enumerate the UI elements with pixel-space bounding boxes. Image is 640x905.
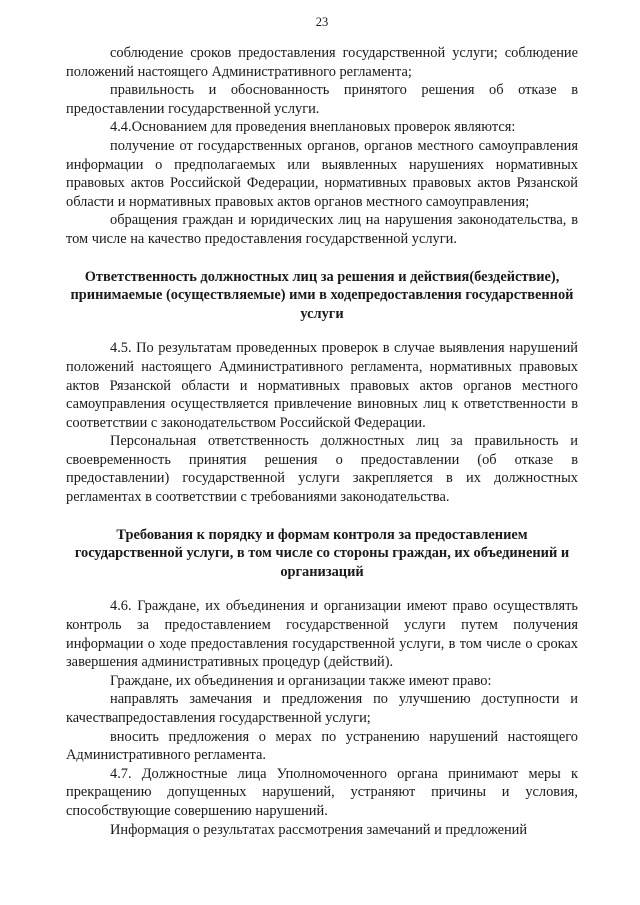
- paragraph: обращения граждан и юридических лиц на нарушения законодательства, в том числе на качество предоставления государственной услуги.: [66, 212, 578, 247]
- paragraph: Информация о результатах рассмотрения замечаний и предложений: [110, 821, 528, 838]
- paragraph: вносить предложения о мерах по устранению нарушений настоящего Административного регламента.: [66, 728, 578, 764]
- paragraph: 4.4.Основанием для проведения внеплановых проверок являются:: [110, 119, 516, 136]
- section-heading: Ответственность должностных лиц за решения и действия(бездействие), принимаемые (осуществляемые) ими в ходепредоставления государственной услуги: [70, 268, 574, 322]
- paragraph: направлять замечания и предложения по улучшению доступности и качествапредоставления государственной услуги;: [66, 691, 578, 726]
- page-number: 23: [315, 15, 329, 29]
- paragraph: Персональная ответственность должностных лиц за правильность и своевременность принятия решения о предоставлении (об отказе в предоставлении) государственной услуги закрепляется в их должностных регламентах в соответствии с требованиями законодательства.: [66, 433, 578, 506]
- paragraph: 4.7. Должностные лица Уполномоченного органа принимают меры к прекращению допущенных нарушений, устраняют причины и условия, способствующие совершению нарушений.: [66, 765, 578, 819]
- paragraph: соблюдение сроков предоставления государственной услуги; соблюдение положений настоящего Административного регламента;: [66, 45, 578, 80]
- paragraph: правильность и обоснованность принятого решения об отказе в предоставлении государственной услуги.: [66, 82, 578, 117]
- paragraph: 4.5. По результатам проведенных проверок в случае выявления нарушений положений настоящего Административного регламента, нормативных правовых актов Рязанской области и нормативных правовых актов органов местного самоуправления осуществляется привлечение виновных лиц к ответственности в соответствии с законодательством Российской Федерации.: [66, 340, 578, 431]
- paragraph: 4.6. Граждане, их объединения и организации имеют право осуществлять контроль за предоставлением государственной услуги путем получения информации о ходе предоставления государственной услуги, в том числе о сроках завершения административных процедур (действий).: [66, 598, 578, 671]
- paragraph: получение от государственных органов, органов местного самоуправления информации о предполагаемых или выявленных нарушениях нормативных правовых актов Российской Федерации, нормативных правовых актов Рязанской области и нормативных правовых актов органов местного самоуправления;: [66, 137, 578, 210]
- section-heading: Требования к порядку и формам контроля за предоставлением государственной услуги, в том числе со стороны граждан, их объединений и организаций: [74, 526, 570, 580]
- paragraph: Граждане, их объединения и организации также имеют право:: [110, 672, 492, 689]
